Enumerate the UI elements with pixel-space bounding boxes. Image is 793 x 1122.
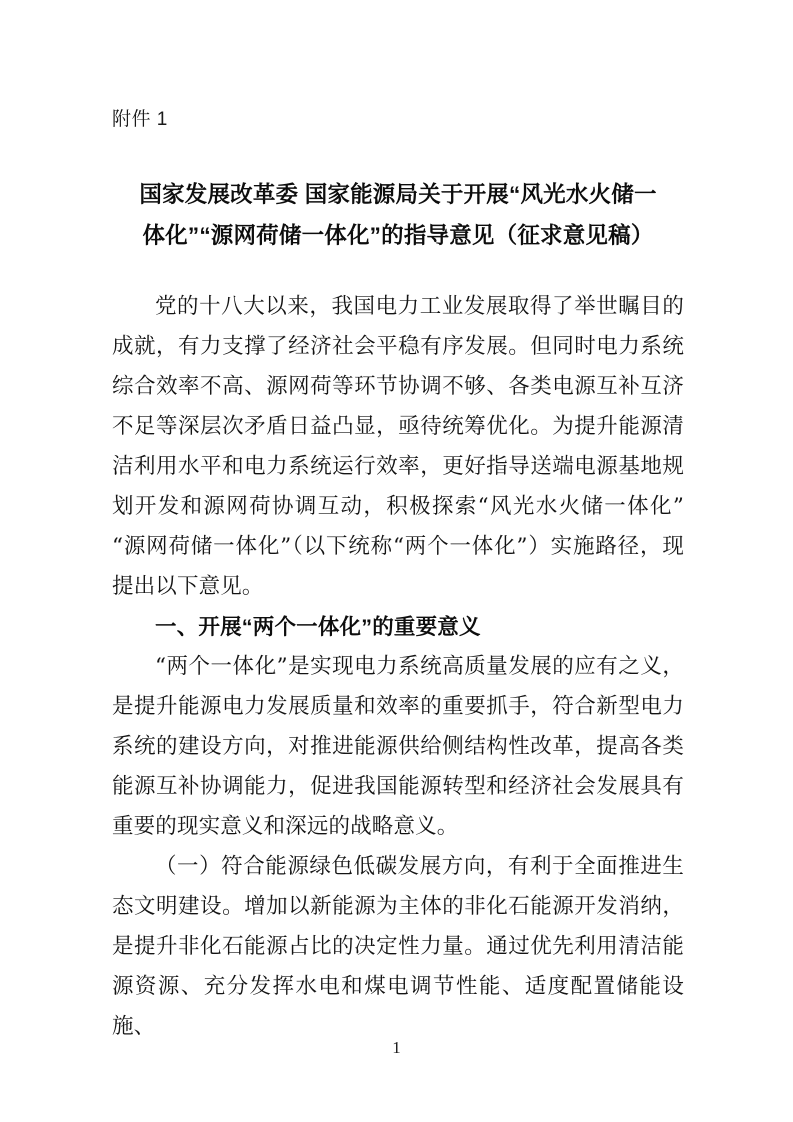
document-title-line-1: 国家发展改革委 国家能源局关于开展“风光水火储一 <box>139 182 657 207</box>
body-paragraph: 党的十八大以来，我国电力工业发展取得了举世瞩目的成就，有力支撑了经济社会平稳有序发展。但同时电力系统综合效率不高、源网荷等环节协调不够、各类电源互补互济不足等深层次矛盾日益凸显，亟待统筹优化。为提升能源清洁利用水平和电力系统运行效率，更好指导送端电源基地规划开发和源网荷协调互动，积极探索“风光水火储一体化”“源网荷储一体化”（以下统称“两个一体化”）实施路径，现提出以下意见。 <box>112 294 684 599</box>
attachment-label: 附件 1 <box>112 109 168 130</box>
page-number: 1 <box>392 1038 401 1057</box>
body-paragraph: （一）符合能源绿色低碳发展方向，有利于全面推进生态文明建设。增加以新能源为主体的非化石能源开发消纳，是提升非化石能源占比的决定性力量。通过优先利用清洁能源资源、充分发挥水电和煤电调节性能、适度配置储能设施、 <box>112 854 684 1039</box>
body-paragraph: “两个一体化”是实现电力系统高质量发展的应有之义，是提升能源电力发展质量和效率的重要抓手，符合新型电力系统的建设方向，对推进能源供给侧结构性改革，提高各类能源互补协调能力，促进我国能源转型和经济社会发展具有重要的现实意义和深远的战略意义。 <box>112 654 684 839</box>
document-body <box>112 287 684 1047</box>
document-title-line-2: 体化”“源网荷储一体化”的指导意见（征求意见稿） <box>142 223 654 248</box>
section-heading: 一、开展“两个一体化”的重要意义 <box>155 615 481 639</box>
document-title <box>112 174 684 256</box>
